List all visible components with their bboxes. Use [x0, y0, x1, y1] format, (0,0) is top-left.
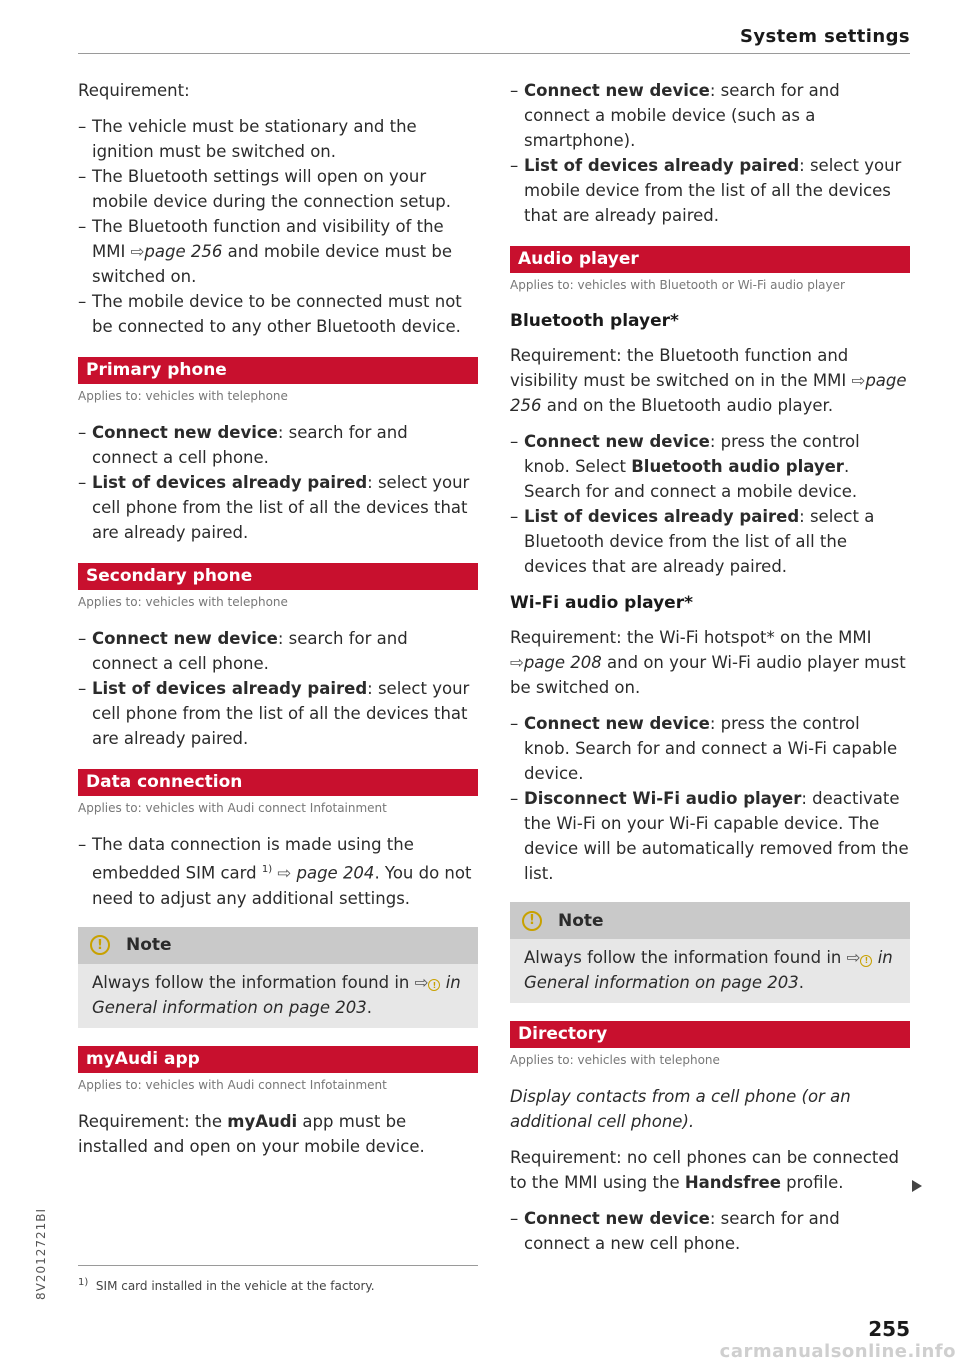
menu-term: Connect new device: [92, 629, 278, 648]
note-header: [510, 902, 910, 939]
page-link[interactable]: page 256: [510, 371, 907, 415]
watermark: carmanualsonline.info: [719, 1341, 956, 1362]
profile-name: Handsfree: [684, 1173, 781, 1192]
footnote: [78, 1277, 375, 1293]
applies-to: Applies to: vehicles with Audi connect Infotainment: [78, 1077, 387, 1092]
wifi-player-list: [510, 711, 910, 886]
note-heading: Note: [558, 910, 604, 931]
text: Requirement: no cell phones can be connected to the MMI using the: [510, 1148, 899, 1192]
note-body: [78, 964, 478, 1028]
footnote-mark: 1): [261, 864, 273, 875]
text: Requirement: the Wi-Fi hotspot* on the MMI: [510, 628, 872, 647]
section-title-directory: Directory: [510, 1021, 910, 1048]
text: and mobile device must be switched on.: [92, 242, 453, 286]
text: .: [798, 973, 805, 992]
text: : search for and connect a cell phone.: [92, 423, 408, 467]
left-column: [78, 78, 478, 1170]
menu-term: Connect new device: [524, 432, 710, 451]
section-title-primary-phone: Primary phone: [78, 357, 478, 384]
list-item: [78, 470, 478, 545]
arrow-right-icon: ⇨: [846, 948, 861, 967]
cross-reference-link[interactable]: in General information on page 203: [524, 948, 893, 992]
applies-to: Applies to: vehicles with telephone: [78, 389, 288, 403]
menu-term: List of devices already paired: [524, 156, 800, 175]
text: : select your mobile device from the list of all the devices that are already paired.: [524, 156, 902, 225]
bluetooth-requirement: [510, 343, 910, 418]
directory-list: [510, 1206, 910, 1256]
text: : press the control knob. Select: [524, 432, 860, 476]
secondary-phone-list: [78, 626, 478, 751]
menu-term: List of devices already paired: [524, 507, 800, 526]
text: : deactivate the Wi-Fi on your Wi-Fi capable device. The device will be automatically removed from the list.: [524, 789, 909, 883]
text: The Bluetooth function and visibility of the MMI: [92, 217, 444, 261]
list-item: [510, 78, 910, 153]
text: app must be installed and open on your mobile device.: [78, 1111, 425, 1156]
myaudi-requirement: [78, 1109, 478, 1159]
menu-term: List of devices already paired: [92, 679, 368, 698]
requirement-intro: Requirement:: [78, 81, 190, 100]
subheading-bluetooth-player: Bluetooth player*: [510, 311, 679, 331]
note-header: [78, 927, 478, 964]
menu-term: List of devices already paired: [92, 473, 368, 492]
arrow-right-icon: ⇨: [272, 863, 292, 883]
list-item: [78, 626, 478, 676]
text: : select a Bluetooth device from the list of all the devices that are already paired.: [524, 507, 875, 576]
menu-term: Disconnect Wi-Fi audio player: [524, 789, 802, 808]
page-link[interactable]: page 204: [296, 863, 375, 883]
list-item: [78, 214, 478, 289]
text: Always follow the information found in: [524, 948, 847, 967]
note-heading: Note: [126, 935, 172, 955]
section-title-audio-player: Audio player: [510, 246, 910, 273]
info-circle-icon: !: [522, 911, 542, 931]
list-item: [510, 429, 910, 504]
list-item: [78, 832, 478, 911]
subheading-wifi-audio-player: Wi-Fi audio player*: [510, 593, 693, 613]
continue-arrow-icon: [912, 1180, 922, 1192]
arrow-right-icon: ⇨: [414, 972, 429, 992]
text: and on your Wi-Fi audio player must be switched on.: [510, 653, 906, 697]
text: : select your cell phone from the list of all the devices that are already paired.: [92, 473, 470, 542]
text: : press the control knob. Search for and connect a Wi-Fi capable device.: [524, 714, 898, 783]
header-divider: [78, 53, 910, 54]
text: Requirement: the: [78, 1111, 228, 1131]
info-circle-icon: !: [90, 935, 110, 955]
page-number: 255: [868, 1317, 910, 1341]
text: . Search for and connect a mobile device.: [524, 457, 858, 501]
applies-to: Applies to: vehicles with Audi connect Infotainment: [78, 801, 387, 815]
section-title-data-connection: Data connection: [78, 769, 478, 796]
text: : search for and connect a cell phone.: [92, 629, 408, 673]
applies-to: Applies to: vehicles with Bluetooth or Wi-Fi audio player: [510, 278, 845, 292]
footnote-text: SIM card installed in the vehicle at the factory.: [95, 1279, 375, 1293]
directory-requirement: [510, 1145, 910, 1195]
mobile-device-list: [510, 78, 910, 228]
list-item: [78, 676, 478, 751]
applies-to: Applies to: vehicles with telephone: [78, 595, 288, 609]
menu-term: Connect new device: [524, 1209, 710, 1228]
note-box: [510, 902, 910, 1003]
bluetooth-player-list: [510, 429, 910, 579]
info-circle-icon: !: [860, 955, 872, 967]
app-name: myAudi: [227, 1111, 298, 1131]
text: Requirement: the Bluetooth function and visibility must be switched on in the MMI: [510, 346, 852, 390]
list-item: [510, 504, 910, 579]
cross-reference-link[interactable]: in General information on page 203: [92, 972, 461, 1017]
text: : search for and connect a new cell phone.: [524, 1209, 840, 1253]
arrow-right-icon: ⇨: [510, 653, 524, 672]
wifi-requirement: [510, 625, 910, 700]
list-item: – The vehicle must be stationary and the ignition must be switched on.: [78, 114, 478, 164]
text: The data connection is made using the embedded SIM card: [92, 835, 414, 883]
note-body: [510, 939, 910, 1003]
note-box: [78, 927, 478, 1028]
list-item: [510, 153, 910, 228]
text: : select your cell phone from the list of all the devices that are already paired.: [92, 679, 470, 748]
list-item: – The Bluetooth settings will open on your mobile device during the connection setup.: [78, 164, 478, 214]
text: .: [366, 997, 373, 1017]
arrow-right-icon: ⇨: [851, 371, 866, 390]
arrow-right-icon: ⇨: [130, 242, 145, 261]
menu-term: Connect new device: [524, 714, 710, 733]
text: Always follow the information found in: [92, 972, 415, 992]
requirement-list: [78, 114, 478, 339]
text: . You do not need to adjust any additional settings.: [92, 863, 472, 908]
list-item: – The mobile device to be connected must not be connected to any other Bluetooth device.: [78, 289, 478, 339]
page-link[interactable]: page 256: [144, 242, 223, 261]
info-circle-icon: !: [428, 979, 440, 991]
menu-term: Connect new device: [92, 423, 278, 442]
data-connection-list: [78, 832, 478, 911]
list-item: [510, 786, 910, 886]
primary-phone-list: [78, 420, 478, 545]
menu-term: Bluetooth audio player: [631, 457, 844, 476]
section-title-secondary-phone: Secondary phone: [78, 563, 478, 590]
directory-intro: [510, 1084, 910, 1134]
text: profile.: [780, 1173, 844, 1192]
document-code: 8V2012721BI: [34, 1207, 48, 1300]
section-title-myaudi-app: myAudi app: [78, 1046, 478, 1073]
applies-to: Applies to: vehicles with telephone: [510, 1053, 720, 1067]
footnote-divider: [78, 1265, 478, 1266]
list-item: [510, 1206, 910, 1256]
page-link[interactable]: page 208: [523, 653, 602, 672]
right-column: [510, 78, 910, 1267]
page-header-title: System settings: [740, 26, 910, 47]
menu-term: Connect new device: [524, 81, 710, 100]
list-item: [78, 420, 478, 470]
list-item: [510, 711, 910, 786]
footnote-mark: 1): [78, 1277, 89, 1288]
text: : search for and connect a mobile device (such as a smartphone).: [524, 81, 840, 150]
text: and on the Bluetooth audio player.: [541, 396, 834, 415]
text: Display contacts from a cell phone (or an additional cell phone).: [510, 1087, 851, 1131]
